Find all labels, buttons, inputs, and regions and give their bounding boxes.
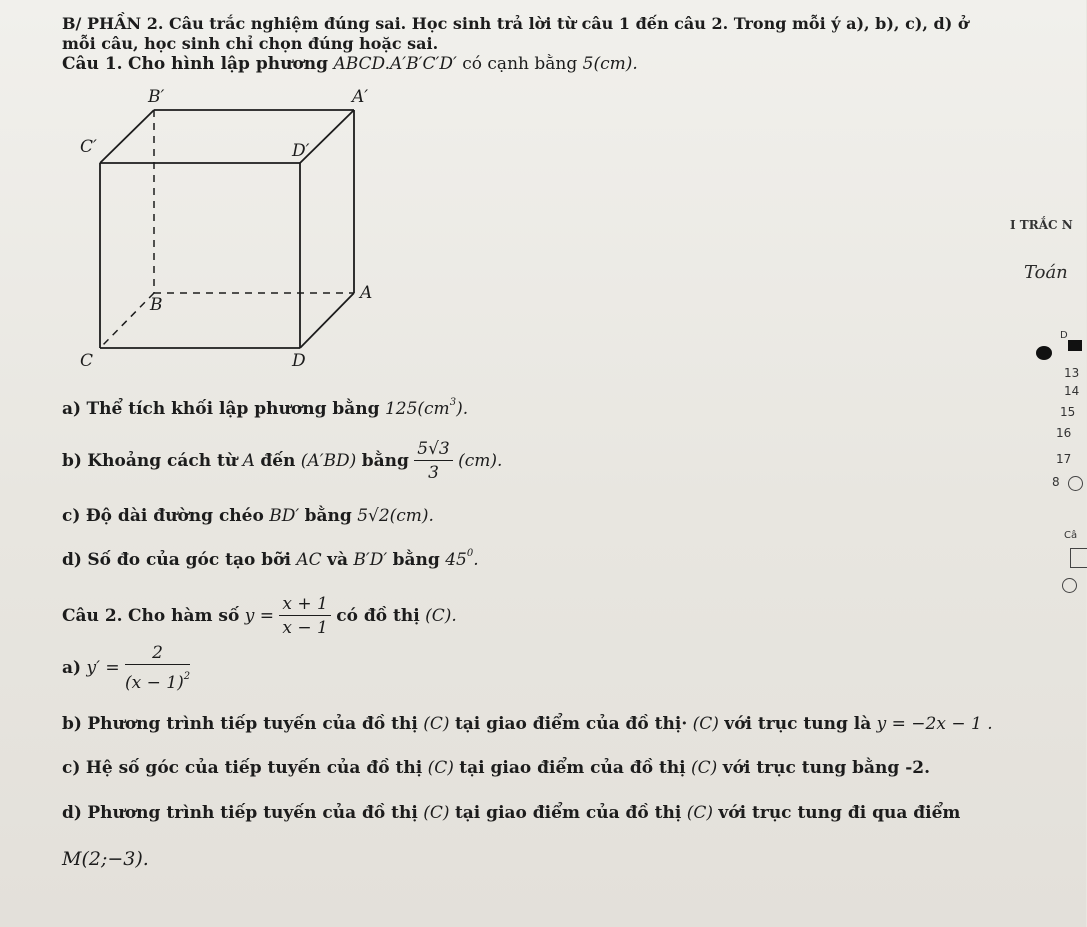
- label-Cp: C′: [80, 137, 97, 157]
- margin-number-16: 16: [1056, 426, 1072, 440]
- margin-empty-bubble: [1068, 476, 1083, 491]
- q1-stem: Câu 1. Cho hình lập phương ABCD.A′B′C′D′ có cạnh bằng 5(cm).: [62, 54, 638, 74]
- q2-stem: Câu 2. Cho hàm số y = $\frac{x + 1}{x - 1}$ có đồ thị (C).: [62, 594, 457, 638]
- q1-option-c: c) Độ dài đường chéo BD′ bằng 5√2(cm).: [62, 506, 434, 526]
- label-Dp: D′: [292, 141, 310, 161]
- q2-option-c: c) Hệ số góc của tiếp tuyến của đồ thị (C) tại giao điểm của đồ thị (C) với trục tung bằng -2.: [62, 758, 931, 778]
- edge-D-A: [300, 293, 354, 348]
- q2-option-b: b) Phương trình tiếp tuyến của đồ thị (C) tại giao điểm của đồ thị· (C) với trục tung là y = −2x − 1 .: [62, 714, 993, 734]
- margin-number-17: 17: [1056, 452, 1072, 466]
- label-C: C: [80, 351, 94, 371]
- margin-col-head: D: [1060, 330, 1068, 341]
- q1-option-b: b) Khoảng cách từ A đến (A′BD) bằng $\frac{5√3}{3}$ (cm).: [62, 439, 503, 483]
- q1-option-a: a) Thể tích khối lập phương bằng $125(cm^3)$.: [62, 397, 469, 419]
- section-header-line2: mỗi câu, học sinh chỉ chọn đúng hoặc sai.: [62, 34, 439, 53]
- edge-Bp-Cp: [100, 110, 154, 163]
- label-Bp: B′: [148, 87, 165, 107]
- section-header: B/ PHẦN 2. Câu trắc nghiệm đúng sai. Học sinh trả lời từ câu 1 đến câu 2. Trong mỗi ý a), b), c), d) ở: [62, 14, 969, 33]
- margin-number-8: 8: [1052, 475, 1060, 489]
- q2-option-a: a) y′ = $\frac{2}{(x - 1)^2}$: [62, 643, 191, 693]
- margin-number-14: 14: [1064, 384, 1080, 398]
- margin-heading: I TRẮC N: [1010, 218, 1073, 232]
- q2-d-point: M(2;−3).: [62, 848, 149, 870]
- margin-box-fragment: [1070, 548, 1087, 568]
- q2-option-d: d) Phương trình tiếp tuyến của đồ thị (C) tại giao điểm của đồ thị (C) với trục tung đi qua điểm: [62, 803, 961, 823]
- label-D: D: [292, 351, 306, 371]
- hidden-edge-B-C: [100, 293, 154, 348]
- label-A: A: [360, 283, 373, 303]
- label-B: B: [150, 295, 163, 315]
- q1-option-d: d) Số đo của góc tạo bỡi AC và B′D′ bằng $45^0$.: [62, 548, 479, 570]
- margin-number-15: 15: [1060, 405, 1076, 419]
- margin-handwritten: Toán: [1024, 262, 1068, 283]
- margin-empty-bubble-2: [1062, 578, 1077, 593]
- cube-diagram: [70, 80, 373, 380]
- q2-function-fraction: $\frac{x + 1}{x - 1}$: [279, 593, 330, 640]
- q1-b-fraction: $\frac{5√3}{3}$: [414, 438, 452, 485]
- q2-a-fraction: $\frac{2}{(x - 1)^2}$: [125, 643, 191, 693]
- margin-number-13: 13: [1064, 366, 1080, 380]
- label-Ap: A′: [352, 87, 369, 107]
- margin-side-label: Câ: [1064, 530, 1078, 541]
- margin-filled-bubble: [1036, 346, 1052, 360]
- margin-filled-square: [1068, 340, 1082, 351]
